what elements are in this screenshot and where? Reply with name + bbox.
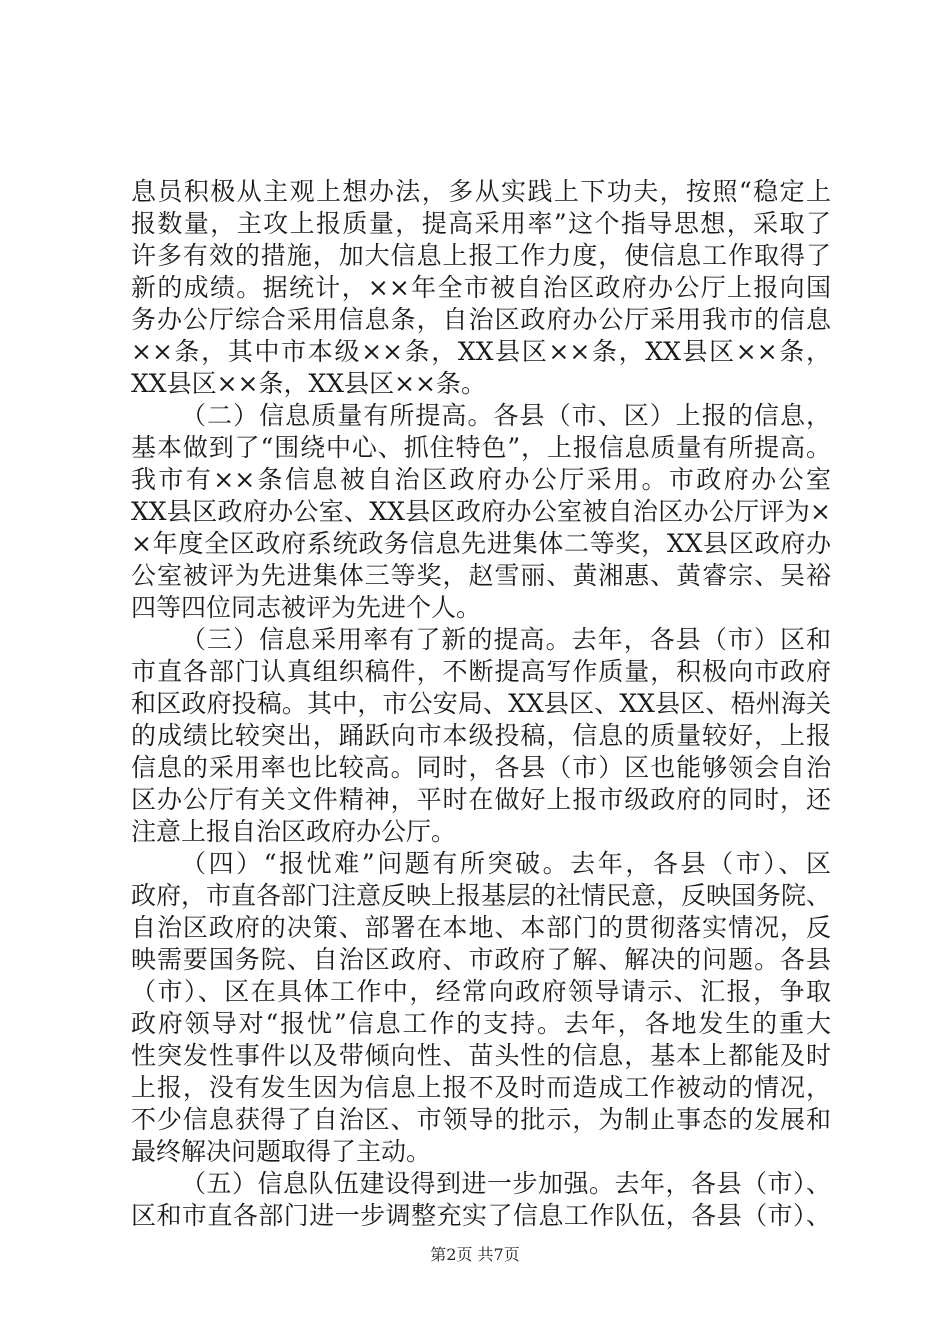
text-line: 市直各部门认真组织稿件，不断提高写作质量，积极向市政府 [131,657,831,686]
paragraph-start-line: （四）“报忧难”问题有所突破。去年，各县（市）、区 [181,849,831,878]
text-line: XX县区政府办公室、XX县区政府办公室被自治区办公厅评为× [131,497,831,526]
text-line: 区和市直各部门进一步调整充实了信息工作队伍，各县（市）、 [131,1201,831,1230]
text-line: （市）、区在具体工作中，经常向政府领导请示、汇报，争取 [131,977,831,1006]
text-line: 不少信息获得了自治区、市领导的批示，为制止事态的发展和 [131,1105,831,1134]
text-line: 区办公厅有关文件精神，平时在做好上报市级政府的同时，还 [131,785,831,814]
text-line: 公室被评为先进集体三等奖，赵雪丽、黄湘惠、黄睿宗、吴裕 [131,561,831,590]
text-line: 政府领导对“报忧”信息工作的支持。去年，各地发生的重大 [131,1009,831,1038]
text-line: 自治区政府的决策、部署在本地、本部门的贯彻落实情况，反 [131,913,831,942]
text-line: 最终解决问题取得了主动。 [131,1137,432,1166]
text-line: 报数量，主攻上报质量，提高采用率”这个指导思想，采取了 [131,209,831,238]
text-line: 上报，没有发生因为信息上报不及时而造成工作被动的情况， [131,1073,831,1102]
text-line: 许多有效的措施，加大信息上报工作力度，使信息工作取得了 [131,241,831,270]
text-line: ×年度全区政府系统政务信息先进集体二等奖，XX县区政府办 [131,529,831,558]
paragraph-start-line: （五）信息队伍建设得到进一步加强。去年，各县（市）、 [181,1169,831,1198]
text-line: 政府，市直各部门注意反映上报基层的社情民意，反映国务院、 [131,881,832,910]
text-line: XX县区××条，XX县区××条。 [131,369,486,398]
text-line: 我市有××条信息被自治区政府办公厅采用。市政府办公室 [131,465,831,494]
text-line: 息员积极从主观上想办法，多从实践上下功夫，按照“稳定上 [131,177,831,206]
text-line: 四等四位同志被评为先进个人。 [131,593,482,622]
text-line: 的成绩比较突出，踊跃向市本级投稿，信息的质量较好，上报 [131,721,831,750]
paragraph-start-line: （三）信息采用率有了新的提高。去年，各县（市）区和 [181,625,831,654]
text-line: 映需要国务院、自治区政府、市政府了解、解决的问题。各县 [131,945,831,974]
text-line: 基本做到了“围绕中心、抓住特色”，上报信息质量有所提高。 [131,433,831,462]
text-line: 和区政府投稿。其中，市公安局、XX县区、XX县区、梧州海关 [131,689,831,718]
paragraph-start-line: （二）信息质量有所提高。各县（市、区）上报的信息， [181,401,831,430]
text-line: ××条，其中市本级××条，XX县区××条，XX县区××条， [131,337,831,366]
text-line: 新的成绩。据统计，××年全市被自治区政府办公厅上报向国 [131,273,831,302]
text-line: 注意上报自治区政府办公厅。 [131,817,457,846]
text-line: 性突发性事件以及带倾向性、苗头性的信息，基本上都能及时 [131,1041,831,1070]
text-line: 务办公厅综合采用信息条，自治区政府办公厅采用我市的信息 [131,305,831,334]
page-footer: 第2页 共7页 [430,1245,520,1264]
text-line: 信息的采用率也比较高。同时，各县（市）区也能够领会自治 [131,753,831,782]
